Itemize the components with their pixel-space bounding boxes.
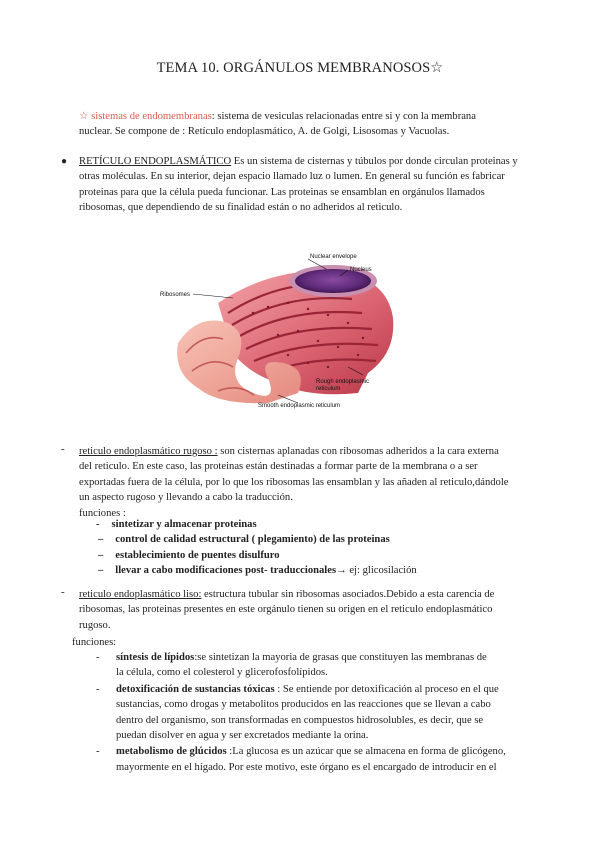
rugoso-example: ej: glicosilación <box>346 565 417 577</box>
re-bullet: ● <box>61 156 68 167</box>
re-text-1: Es un sistema de cisternas y túbulos por donde circulan proteinas y <box>231 156 518 167</box>
rugoso-heading: reticulo endoplasmático rugoso : <box>79 446 218 457</box>
label-smooth-er: Smooth endoplasmic reticulum <box>258 403 341 409</box>
intro-line-1 <box>79 109 579 124</box>
intro-text-1: : sistema de vesiculas relacionadas entre si y con la membrana <box>211 111 476 122</box>
intro-heading: ☆ sistemas de endomembranas <box>79 111 212 122</box>
label-rough-er: Rough endoplasmic <box>316 379 370 385</box>
liso-function-item: - metabolismo de glúcidos :La glucosa es un azúcar que se almacena en forma de glicógeno, mayormente en el hígado. Por este motivo, este órgano es el encargado de introducir en el <box>96 746 506 773</box>
rugoso-dash: - <box>61 443 65 455</box>
liso-paragraph <box>79 587 579 633</box>
liso-line: rugoso. <box>79 619 111 631</box>
rugoso-functions-list <box>92 517 572 579</box>
re-heading: RETÍCULO ENDOPLASMÁTICO <box>79 156 232 167</box>
label-rough-er-2: reticulum <box>316 386 341 392</box>
label-nucleus: Nucleus <box>350 267 372 273</box>
rugoso-line: exportadas fuera de la célula, por lo que los ribosomas las ensamblan y las añaden al reticulo,dándole <box>79 476 509 488</box>
liso-dash: - <box>61 586 65 598</box>
re-line-1 <box>79 154 579 169</box>
intro-paragraph <box>79 109 579 140</box>
rugoso-line: un aspecto rugoso y llevando a cabo la traducción. <box>79 492 293 504</box>
rugoso-function-item: – llevar a cabo modificaciones post- traduccionales→ ej: glicosilación <box>98 565 417 577</box>
endoplasmic-reticulum-figure <box>158 243 410 411</box>
rugoso-line-1 <box>79 444 579 459</box>
label-ribosomes: Ribosomes <box>160 292 191 298</box>
liso-functions-list <box>96 650 566 775</box>
rugoso-function-item: - sintetizar y almacenar proteinas <box>96 519 257 530</box>
label-nuclear-envelope: Nuclear envelope <box>310 254 357 260</box>
rugoso-paragraph <box>79 444 579 521</box>
liso-heading: reticulo endoplasmático liso: <box>79 589 202 600</box>
intro-line-2: nuclear. Se compone de : Retículo endoplasmático, A. de Golgi, Lisosomas y Vacuolas. <box>79 126 450 138</box>
rugoso-text-1: son cisternas aplanadas con ribosomas adheridos a la cara externa <box>217 446 499 457</box>
re-line: otras moléculas. En su interior, dejan espacio llamado luz o lumen. En general su función es fabricar <box>79 171 505 183</box>
rugoso-line: del reticulo. En este caso, las proteinas están destinadas a formar parte de la membrana o a ser <box>79 461 478 473</box>
arrow-icon: → <box>336 565 347 577</box>
liso-text-1: estructura tubular sin ribosomas asociados.Debido a esta carencia de <box>201 589 495 600</box>
page-title: TEMA 10. ORGÁNULOS MEMBRANOSOS☆ <box>156 60 444 76</box>
rugoso-funciones-label: funciones : <box>79 507 126 519</box>
liso-function-item: - detoxificación de sustancias tóxicas : Se entiende por detoxificación al proceso en el que sustancias, como drogas y metabolitos producidos en las reacciones que se llevan a cabo dentro del organismo, son transformadas en compuestos hidrosolubles, es decir, que se puedan disolver en agua y ser excretados mediante la orina. <box>96 683 499 742</box>
liso-line-1 <box>79 587 579 602</box>
liso-funciones-label: funciones: <box>72 637 117 648</box>
re-line: proteinas para que la célula pueda funcionar. Las proteinas se ensamblan en orgánulos llamados <box>79 186 485 198</box>
re-line: ribosomas, que dependiendo de su finalidad están o no adheridos al reticulo. <box>79 202 403 214</box>
rugoso-function-item: – control de calidad estructural ( plegamiento) de las proteinas <box>98 534 390 546</box>
liso-line: ribosomas, las proteinas presentes en este orgánulo tienen su origen en el reticulo endoplasmático <box>79 604 493 616</box>
re-paragraph <box>79 154 579 216</box>
liso-function-item: - síntesis de lípidos:se sintetizan la mayoria de grasas que constituyen las membranas de la célula, como el colesterol y glicerofosfolípidos. <box>96 652 487 679</box>
rugoso-function-item: – establecimiento de puentes disulfuro <box>98 549 280 561</box>
